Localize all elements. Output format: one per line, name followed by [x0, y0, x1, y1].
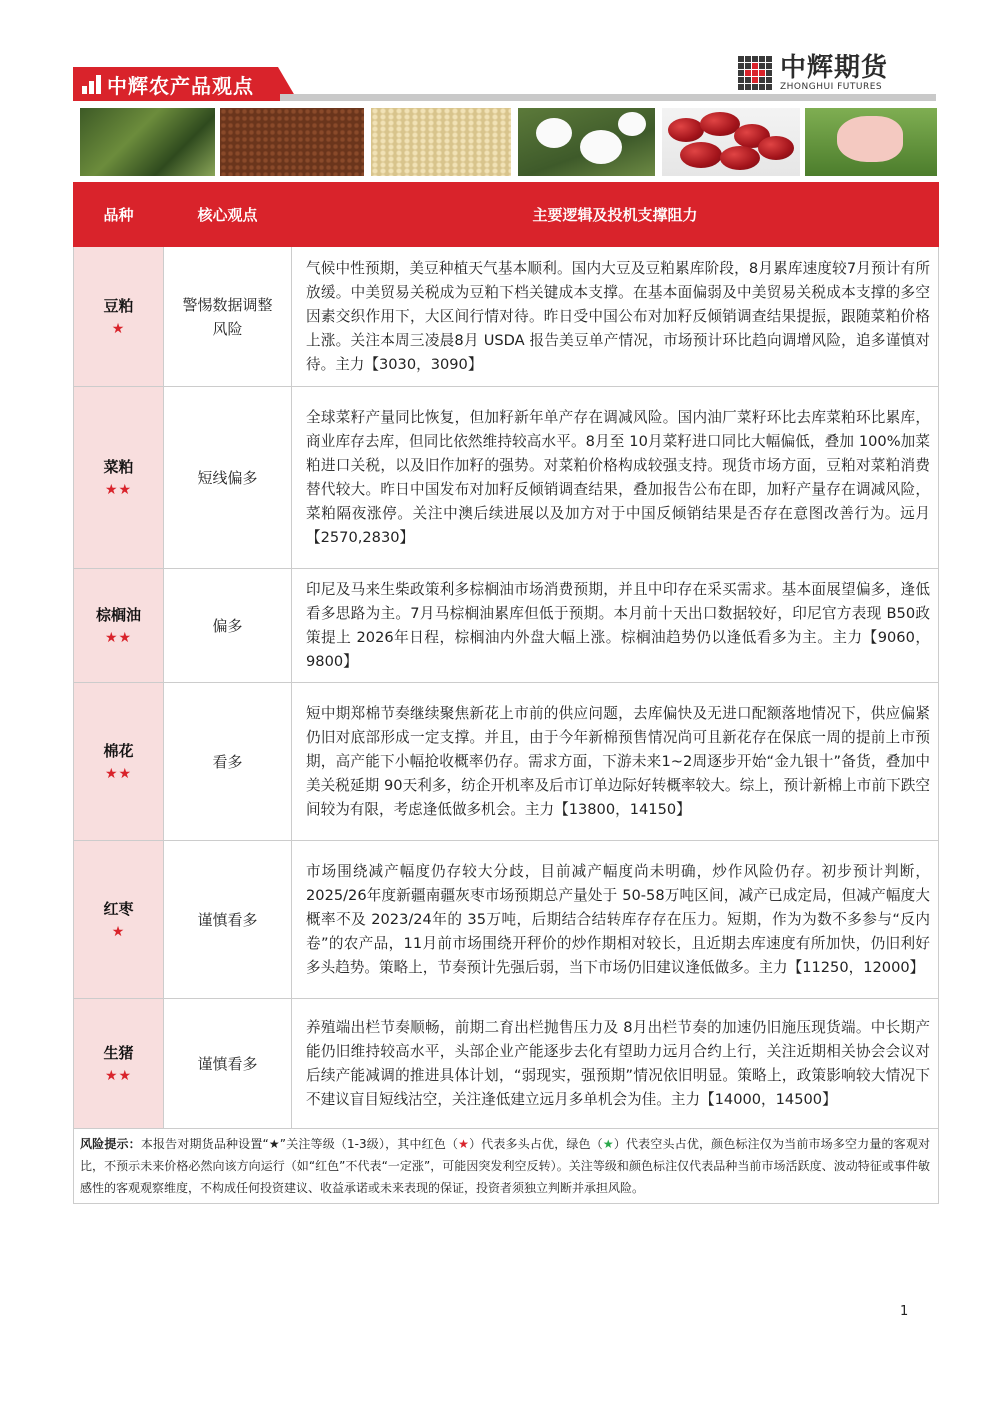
soybean-photo [80, 108, 215, 176]
risk-label: 风险提示： [80, 1137, 141, 1151]
cotton-boll [580, 130, 622, 164]
logo-en-text: ZHONGHUI FUTURES [780, 81, 883, 92]
product-cell [74, 841, 164, 999]
header-core-view: 核心观点 [164, 183, 292, 247]
product-name: 红枣 [103, 899, 134, 918]
cotton-photo [518, 108, 655, 176]
star-rating: ★★ [104, 765, 133, 782]
red-date-photo [662, 108, 800, 176]
green-star-icon: ★ [602, 1137, 614, 1151]
product-cell [74, 999, 164, 1129]
red-date [720, 146, 760, 170]
product-name: 生猪 [103, 1043, 134, 1062]
star-rating: ★ [111, 320, 126, 337]
red-date [758, 136, 794, 160]
logic-text: 养殖端出栏节奏顺畅，前期二育出栏抛售压力及 8月出栏节奏的加速仍旧施压现货端。中长期产能仍旧维持较高水平，头部企业产能逐步去化有望助力远月合约上行，关注近期相关协会会议对后续产能减调的推进具体计划，“弱现实，强预期”情况依旧明显。策略上，政策影响较大情况下不建议盲目短线沽空，关注逢低建立远月多单机会为佳。主力【14000，14500】 [292, 999, 939, 1129]
core-view: 谨慎看多 [164, 841, 292, 999]
core-view: 短线偏多 [164, 387, 292, 569]
product-name: 菜粕 [103, 457, 134, 476]
logic-text: 印尼及马来生柴政策利多棕榈油市场消费预期，并且中印存在采买需求。基本面展望偏多，逢低看多思路为主。7月马棕榈油累库但低于预期。本月前十天出口数据较好，印尼官方表现 B50政策提上 2026年日程，棕榈油内外盘大幅上涨。棕榈油趋势仍以逢低看多为主。主力【9060，9800】 [292, 569, 939, 683]
rapeseed-meal-photo [371, 108, 511, 176]
logic-text: 短中期郑棉节奏继续聚焦新花上市前的供应问题，去库偏快及无进口配额落地情况下，供应偏紧仍旧对底部形成一定支撑。并且，由于今年新棉预售情况尚可且新花存在保底一周的提前上市预期，高产能下小幅抢收概率仍存。需求方面，下游未来1~2周逐步开始“金九银十”备货，叠加中美关税延期 90天利多，纺企开机率及后市订单边际好转概率较大。综上，预计新棉上市前下跌空间较为有限，考虑逢低做多机会。主力【13800，14150】 [292, 683, 939, 841]
product-cell [74, 247, 164, 387]
company-logo [738, 52, 888, 94]
star-rating: ★★ [104, 481, 133, 498]
red-date [668, 118, 704, 142]
product-cell [74, 387, 164, 569]
table-row [74, 999, 939, 1129]
header-rule [280, 94, 936, 101]
product-cell [74, 569, 164, 683]
table-row [74, 247, 939, 387]
risk-text-3: ）代表空头占优，颜色标注仅为当前市场多空力量的客观对比，不预示未来价格必然向该方向运行（如“红色”不代表“一定涨”，可能因突发利空反转）。关注等级和颜色标注仅代表品种当前市场活跃度、波动特征或事件敏感性的客观观察维度，不构成任何投资建议、收益承诺或未来表现的保证，投资者须独立判断并承担风险。 [80, 1137, 930, 1195]
section-title [82, 68, 254, 100]
logo-grid-icon [738, 56, 772, 90]
table-row [74, 569, 939, 683]
section-title-text: 中辉农产品观点 [107, 73, 254, 98]
red-star-icon: ★ [458, 1137, 470, 1151]
logo-cn-text: 中辉期货 [780, 52, 889, 83]
header-logic: 主要逻辑及投机支撑阻力 [292, 183, 939, 247]
risk-disclaimer [74, 1129, 939, 1204]
commodity-view-table [73, 182, 939, 1204]
red-date [680, 142, 722, 168]
product-name: 豆粕 [103, 296, 134, 315]
table-row [74, 387, 939, 569]
logic-text: 全球菜籽产量同比恢复，但加籽新年单产存在调减风险。国内油厂菜籽环比去库菜粕环比累库，商业库存去库，但同比依然维持较高水平。8月至 10月菜籽进口同比大幅偏低，叠加 100%加菜粕进口关税，以及旧作加籽的强势。对菜粕价格构成较强支持。现货市场方面，豆粕对菜粕消费替代较大。昨日中国发布对加籽反倾销调查结果，叠加报告公布在即，加籽产量存在调减风险，菜粕隔夜涨停。关注中澳后续进展以及加方对于中国反倾销结果是否存在意图改善行为。远月【2570,2830】 [292, 387, 939, 569]
logic-text: 市场围绕减产幅度仍存较大分歧，目前减产幅度尚未明确，炒作风险仍存。初步预计判断，2025/26年度新疆南疆灰枣市场预期总产量处于 50-58万吨区间，减产已成定局，但减产幅度大概率不及 2023/24年的 35万吨，后期结合结转库存存在压力。短期，作为为数不多参与“反内卷”的农产品，11月前市场围绕开秤价的炒作期相对较长，且近期去库速度有所加快，仍旧利好多头趋势。策略上，节奏预计先强后弱，当下市场仍旧建议逢低做多。主力【11250，12000】 [292, 841, 939, 999]
table-row [74, 683, 939, 841]
header-product: 品种 [74, 183, 164, 247]
pig-shape [837, 116, 903, 162]
table-header-row [74, 183, 939, 247]
product-photo-strip [80, 108, 937, 176]
star-rating: ★ [111, 923, 126, 940]
core-view: 偏多 [164, 569, 292, 683]
pig-photo [805, 108, 937, 176]
risk-row [74, 1129, 939, 1204]
star-rating: ★★ [104, 1067, 133, 1084]
core-view: 警惕数据调整风险 [164, 247, 292, 387]
product-name: 棕榈油 [95, 605, 141, 624]
risk-text-2: ）代表多头占优，绿色（ [469, 1137, 603, 1151]
bar-chart-icon [82, 74, 101, 94]
core-view: 谨慎看多 [164, 999, 292, 1129]
meal-photo [220, 108, 364, 176]
cotton-boll [536, 118, 572, 148]
product-cell [74, 683, 164, 841]
risk-text-1: 本报告对期货品种设置“★”关注等级（1-3级），其中红色（ [140, 1137, 459, 1151]
table-row [74, 841, 939, 999]
page-number: 1 [900, 1304, 909, 1319]
cotton-boll [618, 112, 646, 136]
core-view: 看多 [164, 683, 292, 841]
logic-text: 气候中性预期，美豆种植天气基本顺利。国内大豆及豆粕累库阶段，8月累库速度较7月预计有所放缓。中美贸易关税成为豆粕下档关键成本支撑。在基本面偏弱及中美贸易关税成本支撑的多空因素交织作用下，大区间行情对待。昨日受中国公布对加籽反倾销调查结果提振，跟随菜粕价格上涨。关注本周三凌晨8月 USDA 报告美豆单产情况，市场预计环比趋向调增风险，追多谨慎对待。主力【3030，3090】 [292, 247, 939, 387]
star-rating: ★★ [104, 629, 133, 646]
product-name: 棉花 [103, 741, 134, 760]
